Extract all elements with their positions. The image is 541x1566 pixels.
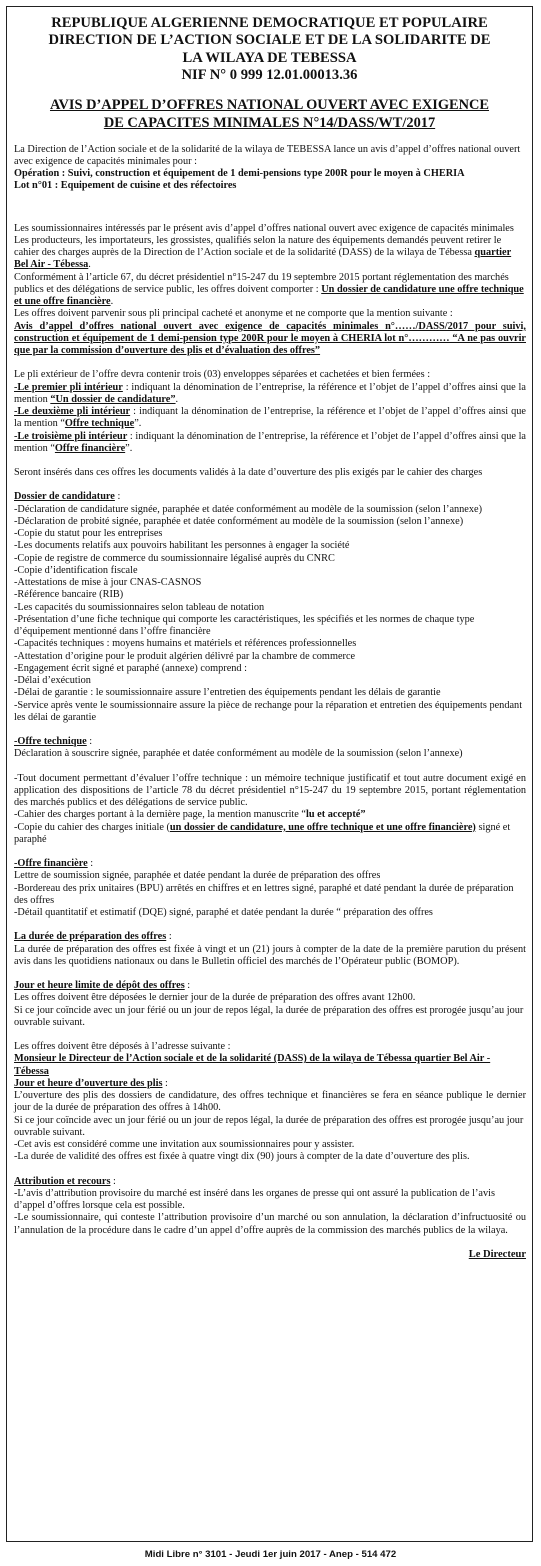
header [7,15,532,85]
intro-paragraph: La Direction de l’Action sociale et de la solidarité de la wilaya de TEBESSA lance un avis d’appel d’offres national ouvert avec exigence de capacités minimales pour : [14,143,521,167]
list-item: -Capacités techniques : moyens humains et matériels et références professionnelles [14,638,357,650]
list-item: Lettre de soumission signée, paraphée et datée pendant la durée de préparation des offres [14,870,381,882]
ouverture-paragraph-3: -Cet avis est considéré comme une invitation aux soumissionnaires pour y assister. [14,1139,355,1151]
envelope-mention: Avis d’appel d’offres national ouvert avec exigence de capacités minimales n°……/DASS/2017 pour suivi, construction et équipement de 1 demi-pension type 200R pour le moyen à CHERIA lot n°………… “A ne pas ouvrir que par la commission d’ouverture des plis et d’évaluation des offres” [14,320,526,357]
list-item: -Copie du statut pour les entreprises [14,528,163,540]
general-paragraph-2: Les producteurs, les importateurs, les grossistes, qualifiés selon la nature des équipements demandés peuvent retirer le cahier des charges auprès de la Direction de l’Action sociale et de la solidarité (DASS) de la wilaya de Tébessa quartier Bel Air - Tébessa. [14,234,512,271]
dossier-list [14,504,526,725]
attribution-heading: Attribution et recours : [14,1175,116,1187]
technique-paragraph-3: -Cahier des charges portant à la dernière page, la mention manuscrite “lu et accepté” [14,809,366,821]
list-item: -Attestation d’origine pour le produit algérien délivré par la chambre de commerce [14,650,356,662]
footer: Midi Libre n° 3101 - Jeudi 1er juin 2017 - Anep - 514 472 [144,1549,397,1560]
list-item: -Délai d’exécution [14,675,91,687]
ouverture-heading: Jour et heure d’ouverture des plis : [14,1077,168,1089]
second-envelope: -Le deuxième pli intérieur : indiquant la dénomination de l’entreprise, la référence et l’objet de l’appel d’offres ainsi que la mention “Offre technique”. [14,406,526,430]
notice-body [7,132,532,1262]
general-paragraph-1: Les soumissionnaires intéressés par le présent avis d’appel d’offres national ouvert avec exigence de capacités minimales [14,222,514,234]
list-item: -Les capacités du soumissionnaires selon tableau de notation [14,601,265,613]
list-item: -Déclaration de probité signée, paraphée et datée conformément au modèle de la soumission (selon l’annexe) [14,515,464,527]
duree-heading: La durée de préparation des offres : [14,931,172,943]
list-item: -Engagement écrit signé et paraphé (annexe) comprend : [14,662,248,674]
general-paragraph-4: Les offres doivent parvenir sous pli principal cacheté et anonyme et ne comporte que la mention suivante : [14,308,453,320]
list-item: -Service après vente le soumissionnaire assure la pièce de rechange pour la réparation et entretien des équipements pendant les délai de garantie [14,699,523,723]
notice-title [7,96,532,132]
technique-paragraph-1: Déclaration à souscrire signée, paraphée et datée conformément au modèle de la soumission (selon l’annexe) [14,748,463,760]
technique-paragraph-2: -Tout document permettant d’évaluer l’offre technique : un mémoire technique justificatif et tout autre document exigé en application des dispositions de l’article 78 du décret présidentiel n°15-247 du 19 septembre 2015, portant réglementation des marchés publics et des délégations de service public. [14,772,526,809]
technique-paragraph-4: -Copie du cahier des charges initiale (un dossier de candidature, une offre technique et une offre financière) signé et paraphé [14,821,511,845]
list-item: -Copie d’identification fiscale [14,564,138,576]
signature: Le Directeur [468,1248,526,1260]
list-item: -Copie de registre de commerce du soumissionnaire légalisé auprès du CNRC [14,552,335,564]
list-item: -Présentation d’une fiche technique qui comporte les caractéristiques, les spécifiés et les normes de chaque type d’équipement mentionné dans l’offre financière [14,613,475,638]
documents-paragraph: Seront insérés dans ces offres les documents validés à la date d’ouverture des plis exigés par le cahier des charges [14,467,483,479]
adresse-paragraph-2: Monsieur le Directeur de l’Action sociale et de la solidarité (DASS) de la wilaya de Tébessa quartier Bel Air - Tébessa [14,1053,491,1077]
operation-line: Opération : Suivi, construction et équipement de 1 demi-pensions type 200R pour le moyen à CHERIA [14,168,465,180]
dossier-heading: Dossier de candidature : [14,491,121,503]
adresse-paragraph-1: Les offres doivent être déposés à l’adresse suivante : [14,1041,231,1053]
title-line-2: DE CAPACITES MINIMALES N°14/DASS/WT/2017 [103,114,436,131]
notice-frame [6,6,533,1542]
list-item: -Délai de garantie : le soumissionnaire assure l’entretien des équipements pendant les délais de garantie [14,687,441,699]
attribution-paragraph-2: -Le soumissionnaire, qui conteste l’attribution provisoire d’un marché ou son annulation, la déclaration d’infructuosité ou l’annulation de la procédure dans le cadre d’un appel d’offre auprès de la commission des marchés publics de la wilaya. [14,1212,526,1236]
title-line-1: AVIS D’APPEL D’OFFRES NATIONAL OUVERT AVEC EXIGENCE [49,96,490,113]
duree-paragraph: La durée de préparation des offres est fixée à vingt et un (21) jours à compter de la date de la première parution du présent avis dans les quotidiens nationaux ou dans le Bulletin officiel des marchés de l’Opérateur public (BOMOP). [14,943,526,967]
financiere-list [14,870,526,919]
depot-paragraph-2: Si ce jour coïncide avec un jour férié ou un jour de repos légal, la durée de préparation des offres est prorogée jusqu’au jour ouvrable suivant. [14,1004,524,1028]
list-item: -Bordereau des prix unitaires (BPU) arrêtés en chiffres et en lettres signé, paraphé et daté pendant la durée de préparation des offres [14,882,514,906]
ouverture-paragraph-1: L’ouverture des plis des dossiers de candidature, des offres technique et financières se fera en séance publique le dernier jour de la durée de préparation des offres à 14h00. [14,1090,526,1114]
third-envelope: -Le troisième pli intérieur : indiquant la dénomination de l’entreprise, la référence et l’objet de l’appel d’offres ainsi que la mention “Offre financière”. [14,430,527,454]
list-item: -Détail quantitatif et estimatif (DQE) signé, paraphé et datée pendant la durée “ préparation des offres [14,907,433,919]
general-paragraph-3: Conformément à l’article 67, du décret présidentiel n°15-247 du 19 septembre 2015 portant réglementation des marchés publics et des délégations de service public, les offres doivent comporter : Un dossier de candidature une offre technique et une offre financière. [14,271,524,308]
header-nif: NIF N° 0 999 12.01.00013.36 [181,67,358,84]
header-line-1: REPUBLIQUE ALGERIENNE DEMOCRATIQUE ET POPULAIRE [51,15,488,31]
header-line-3: LA WILAYA DE TEBESSA [182,49,357,66]
list-item: -Attestations de mise à jour CNAS-CASNOS [14,577,202,589]
financiere-heading: -Offre financière : [14,858,94,870]
list-item: -Les documents relatifs aux pouvoirs habilitant les personnes à engager la société [14,540,350,552]
attribution-paragraph-1: -L’avis d’attribution provisoire du marché est inséré dans les organes de presse qui ont assuré la publication de l’avis d’appel d’offres lorsque cela est possible. [14,1187,495,1212]
ouverture-paragraph-2: Si ce jour coïncide avec un jour férié ou un jour de repos légal, la durée de préparation des offres est prorogée jusqu’au jour ouvrable suivant. [14,1114,524,1138]
lot-line: Lot n°01 : Equipement de cuisine et des réfectoires [14,180,237,192]
first-envelope: -Le premier pli intérieur : indiquant la dénomination de l’entreprise, la référence et l’objet de l’appel d’offres ainsi que la mention “Un dossier de candidature”. [14,381,526,405]
ouverture-paragraph-4: -La durée de validité des offres est fixée à quatre vingt dix (90) jours à compter de la date d’ouverture des plis. [14,1151,470,1163]
depot-heading: Jour et heure limite de dépôt des offres : [14,980,191,992]
envelopes-intro: Le pli extérieur de l’offre devra contenir trois (03) enveloppes séparées et cachetées et bien fermées : [14,369,431,381]
list-item: -Référence bancaire (RIB) [14,589,124,601]
header-line-2: DIRECTION DE L’ACTION SOCIALE ET DE LA SOLIDARITE DE [48,32,491,49]
depot-paragraph-1: Les offres doivent être déposées le dernier jour de la durée de préparation des offres avant 12h00. [14,992,416,1004]
technique-heading: -Offre technique : [14,736,93,748]
list-item: -Déclaration de candidature signée, paraphée et datée conformément au modèle de la soumission (selon l’annexe) [14,503,483,515]
